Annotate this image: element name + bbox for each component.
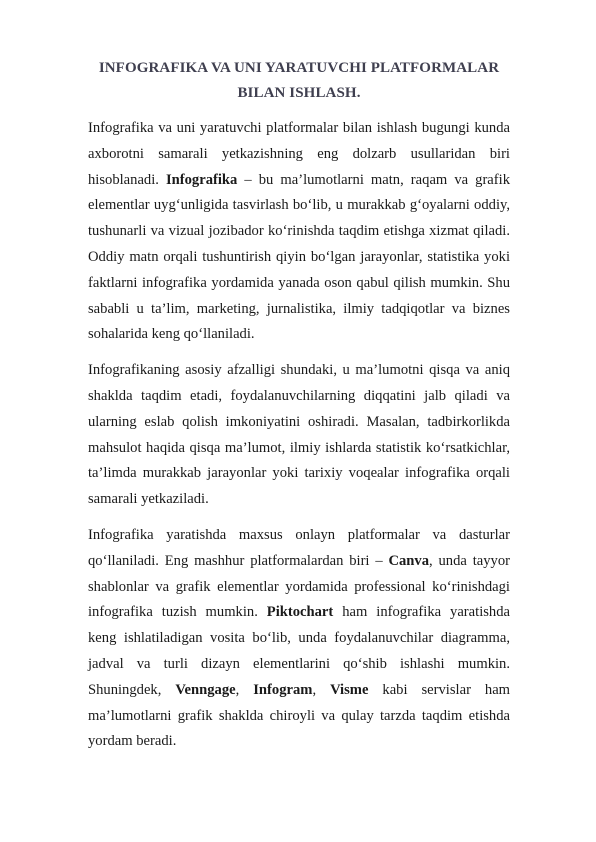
- paragraph-1: [88, 116, 510, 348]
- term-piktochart: Piktochart: [266, 604, 334, 621]
- term-infogram: Infogram: [253, 681, 313, 698]
- term-canva: Canva: [388, 552, 430, 569]
- title-line-1: INFOGRAFIKA VA UNI YARATUVCHI PLATFORMALAR: [98, 60, 500, 76]
- p2-text: Infografikaning asosiy afzalligi shundaki, u ma’lumotni qisqa va aniq shaklda taqdim etadi, foydalanuvchilarning diqqatini jalb qiladi va ularning eslab qolish imkoniyatini oshiradi. Masalan, tadbirkorlikda mahsulot haqida qisqa ma’lumot, ilmiy ishlarda statistik ko‘rsatkichlar, ta’limda murakkab jarayonlar yoki tarixiy voqealar infografika orqali samarali yetkaziladi.: [88, 362, 510, 508]
- p3-text-3: ham infografika yaratishda keng ishlatiladigan vosita bo‘lib, unda foydalanuvchilar diagramma, jadval va turli dizayn elementlarini qo‘shib ishlashi mumkin. Shuningdek,: [88, 604, 511, 698]
- p3-text-1: Infografika yaratishda maxsus onlayn platformalar va dasturlar qo‘llaniladi. Eng mashhur platformalardan biri –: [88, 526, 510, 569]
- term-infografika: Infografika: [165, 171, 238, 188]
- p3-text-6: kabi servislar ham ma’lumotlarni grafik shaklda chiroyli va qulay tarzda taqdim etishda yordam beradi.: [88, 681, 511, 750]
- p1-text-2: – bu ma’lumotlarni matn, raqam va grafik elementlar uyg‘unligida tasvirlash bo‘lib, u murakkab g‘oyalarni oddiy, tushunarli va vizual jozibador ko‘rinishda taqdim etishga xizmat qiladi. Oddiy matn orqali tushuntirish qiyin bo‘lgan jarayonlar, statistika yoki faktlarni infografika yordamida yanada oson qabul qilish mumkin. Shu sababli u ta’lim, marketing, jurnalistika, ilmiy tadqiqotlar va biznes sohalarida keng qo‘llaniladi.: [88, 171, 510, 343]
- document-title: [88, 56, 510, 106]
- p3-text-4: ,: [235, 681, 254, 698]
- term-visme: Visme: [330, 681, 369, 698]
- paragraph-3: [88, 523, 510, 755]
- title-line-2: BILAN ISHLASH.: [237, 85, 361, 101]
- p1-text-1: Infografika va uni yaratuvchi platformalar bilan ishlash bugungi kunda axborotni samarali yetkazishning eng dolzarb usullaridan biri hisoblanadi.: [88, 120, 510, 188]
- p3-text-2: , unda tayyor shablonlar va grafik elementlar yordamida professional ko‘rinishdagi infografika tuzish mumkin.: [88, 552, 510, 621]
- document-page: [88, 56, 510, 765]
- paragraph-2: [88, 358, 510, 513]
- term-venngage: Venngage: [175, 681, 236, 698]
- p3-text-5: ,: [312, 681, 331, 698]
